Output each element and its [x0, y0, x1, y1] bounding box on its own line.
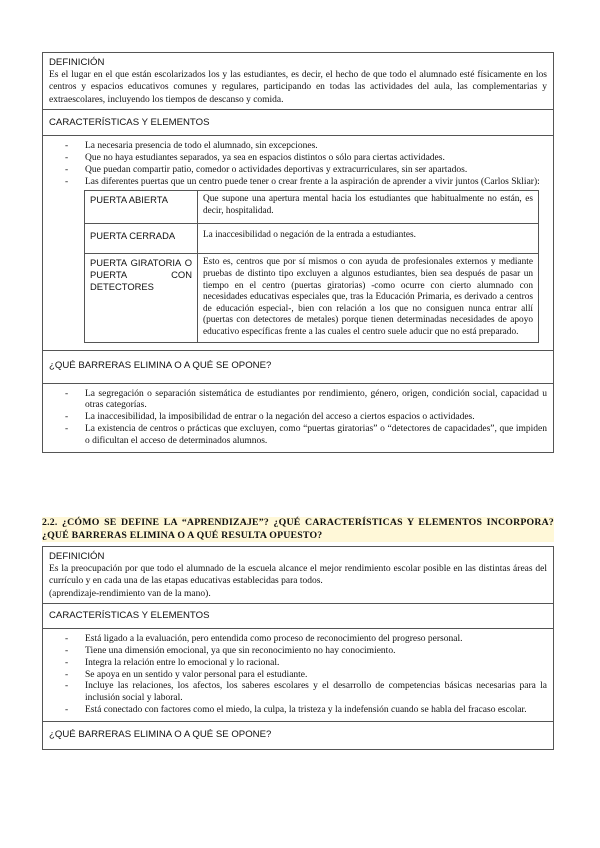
puerta-name: PUERTA CERRADA — [85, 224, 198, 254]
list-item: - La necesaria presencia de todo el alumnado, sin excepciones. — [85, 141, 547, 153]
list-item: - La segregación o separación sistemática de estudiantes por rendimiento, género, origen, condición social, capacidad u otras categorías. — [85, 389, 547, 413]
barreras-label: ¿QUÉ BARRERAS ELIMINA O A QUÉ SE OPONE? — [49, 728, 272, 740]
definicion-label: DEFINICIÓN — [49, 551, 105, 562]
list-item: - Se apoya en un sentido y valor personal para el estudiante. — [85, 670, 547, 682]
caracteristicas-row — [43, 135, 553, 349]
definicion-row — [43, 53, 553, 109]
table-row — [85, 191, 539, 224]
list-item: - Integra la relación entre lo emocional y lo racional. — [85, 658, 547, 670]
list-item: - Incluye las relaciones, los afectos, los saberes escolares y el desarrollo de competencias básicas necesarias para la inclusión social y laboral. — [85, 681, 547, 705]
puerta-desc: Que supone una apertura mental hacia los estudiantes que habitualmente no están, es decir, hospitalidad. — [198, 191, 539, 224]
barreras-header-row — [43, 350, 553, 383]
barreras-header-row — [43, 721, 553, 749]
puerta-desc: Esto es, centros que por sí mismos o con ayuda de profesionales externos y mediante pruebas de distinto tipo excluyen a algunos estudiantes, bien sea después de pasar un tiempo en el centro (puertas giratorias) -como ocurre con cierto alumnado con necesidades educativas especiales que, tras la Educación Primaria, es derivado a centros de educación especial-, bien con relación a los que no consiguen nunca entrar allí (puertas con detectores de metales) porque tienen determinadas necesidades de apoyo educativo específicas frente a las cuales el centro suele aducir que no está preparado. — [198, 254, 539, 342]
caracteristicas-list — [43, 136, 553, 349]
caracteristicas-label: CARACTERÍSTICAS Y ELEMENTOS — [49, 610, 210, 622]
section-title: 2.2. ¿CÓMO SE DEFINE LA “APRENDIZAJE”? ¿QUÉ CARACTERÍSTICAS Y ELEMENTOS INCORPORA? ¿QUÉ BARRERAS ELIMINA O A QUÉ RESULTA OPUESTO? — [42, 517, 554, 541]
inclusion-table — [42, 52, 554, 453]
list-item: - Que no haya estudiantes separados, ya sea en espacios distintos o sólo para ciertas actividades. — [85, 153, 547, 165]
puerta-name: PUERTA GIRATORIA O PUERTA CON DETECTORES — [85, 254, 198, 342]
definicion-text: Es la preocupación por que todo el alumnado de la escuela alcance el mejor rendimiento escolar posible en las distintas áreas del currículo y en cada una de las etapas educativas establecidas para todos. — [49, 564, 547, 587]
puerta-desc: La inaccesibilidad o negación de la entrada a estudiantes. — [198, 224, 539, 254]
list-item: - Está ligado a la evaluación, pero entendida como proceso de reconocimiento del progreso personal. — [85, 634, 547, 646]
barreras-list — [43, 384, 553, 452]
aprendizaje-table — [42, 546, 554, 750]
list-item: - Que puedan compartir patio, comedor o actividades deportivas y extracurriculares, sin ser apartados. — [85, 165, 547, 177]
list-item — [85, 177, 547, 343]
caracteristicas-header-row — [43, 603, 553, 628]
definicion-text-note: (aprendizaje-rendimiento van de la mano). — [49, 588, 211, 599]
caracteristicas-row — [43, 628, 553, 721]
table-row — [85, 254, 539, 342]
caracteristicas-header-row — [43, 109, 553, 135]
list-item: - La inaccesibilidad, la imposibilidad de entrar o la negación del acceso a ciertos espacios o actividades. — [85, 412, 547, 424]
list-item-text: Las diferentes puertas que un centro puede tener o crear frente a la aspiración de aprender a vivir juntos (Carlos Skliar): — [85, 176, 540, 187]
puerta-name: PUERTA ABIERTA — [85, 191, 198, 224]
definicion-row — [43, 547, 553, 603]
barreras-label: ¿QUÉ BARRERAS ELIMINA O A QUÉ SE OPONE? — [49, 359, 272, 371]
caracteristicas-list — [43, 629, 553, 721]
definicion-text: Es el lugar en el que están escolarizados los y las estudiantes, es decir, el hecho de que todo el alumnado esté físicamente en los centros y espacios educativos comunes y regulares, participando en todas las actividades del aula, las complementarias y extraescolares, incluyendo los tiempos de descanso y comida. — [49, 70, 547, 105]
list-item: - La existencia de centros o prácticas que excluyen, como “puertas giratorias” o “detectores de capacidades”, que impiden o dificultan el acceso de determinados alumnos. — [85, 424, 547, 448]
caracteristicas-label: CARACTERÍSTICAS Y ELEMENTOS — [49, 117, 210, 129]
table-row — [85, 224, 539, 254]
definicion-label: DEFINICIÓN — [49, 57, 105, 68]
barreras-row — [43, 383, 553, 452]
list-item: - Tiene una dimensión emocional, ya que sin reconocimiento no hay conocimiento. — [85, 646, 547, 658]
list-item: - Está conectado con factores como el miedo, la culpa, la tristeza y la indefensión cuando se habla del fracaso escolar. — [85, 705, 547, 717]
puertas-table — [84, 190, 539, 342]
